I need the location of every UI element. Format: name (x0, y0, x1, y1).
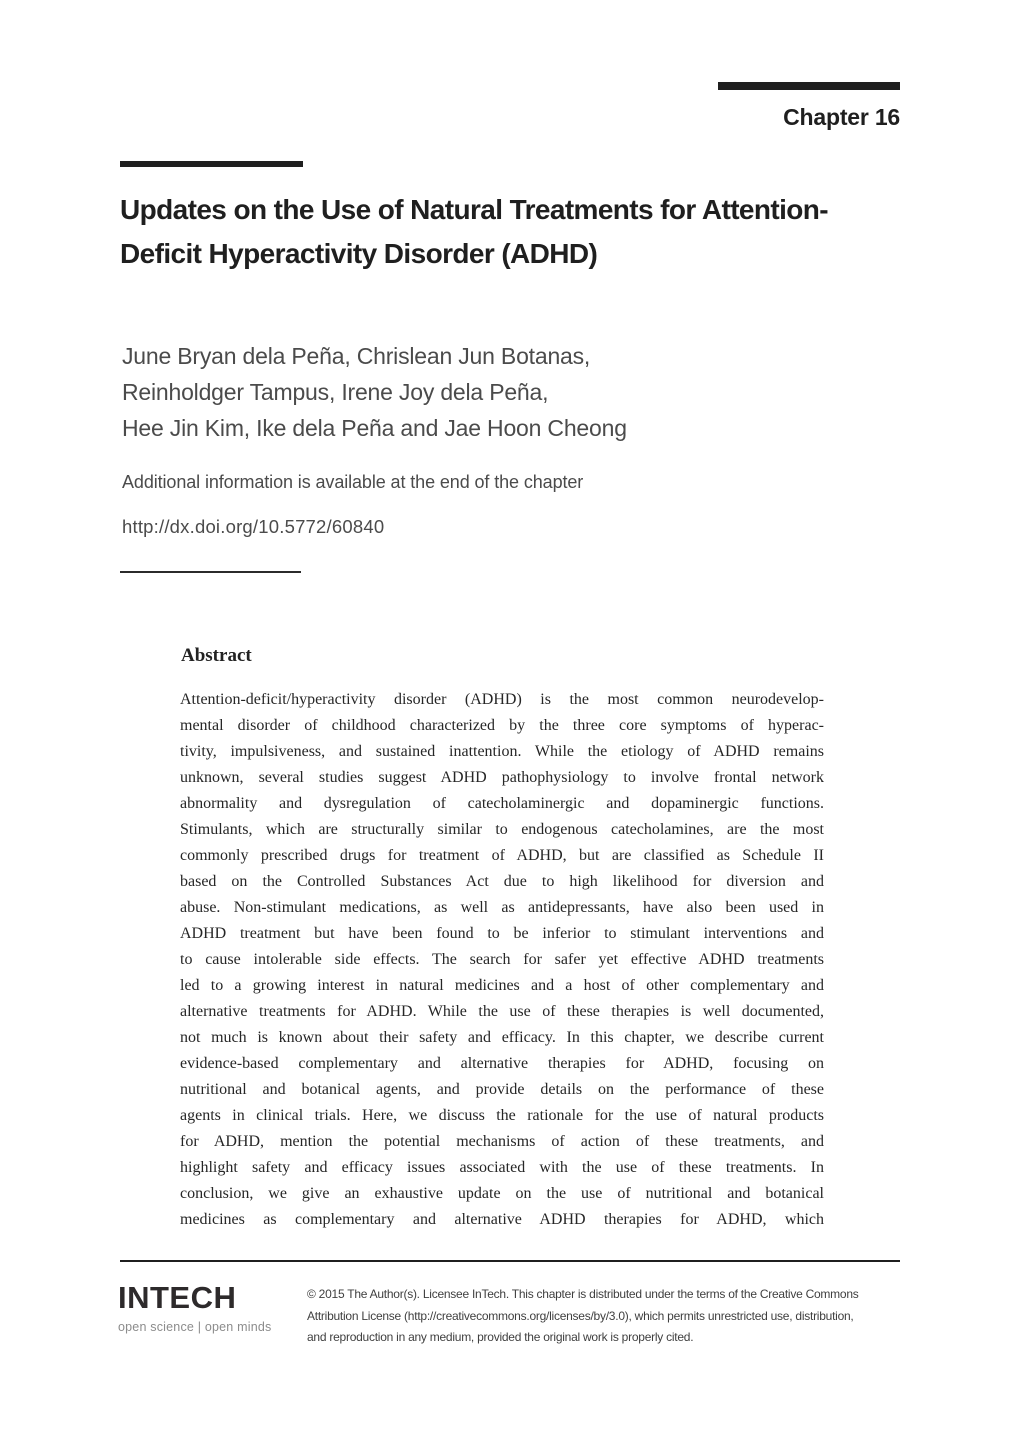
chapter-title (120, 188, 828, 276)
abstract-text-line: agents in clinical trials. Here, we discuss the rationale for the use of natural products (180, 1107, 824, 1124)
abstract-text-line: based on the Controlled Substances Act due to high likelihood for diversion and (180, 873, 824, 890)
title-top-rule (120, 161, 303, 167)
abstract-text-line: Stimulants, which are structurally similar to endogenous catecholamines, are the most (180, 821, 824, 838)
license-statement-line: and reproduction in any medium, provided the original work is properly cited. (307, 1330, 694, 1344)
chapter-title-line: Deficit Hyperactivity Disorder (ADHD) (120, 238, 598, 269)
abstract-text-line: abnormality and dysregulation of catecholaminergic and dopaminergic functions. (180, 795, 824, 812)
author-line: Hee Jin Kim, Ike dela Peña and Jae Hoon Cheong (122, 415, 627, 441)
doi-link[interactable]: http://dx.doi.org/10.5772/60840 (122, 516, 385, 537)
abstract-text-line: medicines as complementary and alternative ADHD therapies for ADHD, which (180, 1211, 824, 1228)
intech-logo-wordmark: INTECH (118, 1280, 237, 1315)
author-list (122, 338, 627, 446)
abstract-text-line: unknown, several studies suggest ADHD pathophysiology to involve frontal network (180, 769, 824, 786)
abstract-text-line: Attention-deficit/hyperactivity disorder (ADHD) is the most common neurodevelop- (180, 691, 824, 708)
abstract-text-line: ADHD treatment but have been found to be inferior to stimulant interventions and (180, 925, 824, 942)
abstract-text-line: commonly prescribed drugs for treatment of ADHD, but are classified as Schedule II (180, 847, 824, 864)
abstract-text-line: alternative treatments for ADHD. While the use of these therapies is well documented, (180, 1003, 824, 1020)
abstract-text-line: for ADHD, mention the potential mechanisms of action of these treatments, and (180, 1133, 824, 1150)
author-line: Reinholdger Tampus, Irene Joy dela Peña, (122, 379, 549, 405)
license-statement-line: Attribution License (http://creativecommons.org/licenses/by/3.0), which permits unrestricted use, distribution, (307, 1308, 854, 1323)
abstract-text-line: led to a growing interest in natural medicines and a host of other complementary and (180, 977, 824, 994)
abstract-text-line: nutritional and botanical agents, and provide details on the performance of these (180, 1081, 824, 1098)
abstract-text-line: tivity, impulsiveness, and sustained inattention. While the etiology of ADHD remains (180, 743, 824, 760)
chapter-title-line: Updates on the Use of Natural Treatments for Attention- (120, 194, 829, 225)
abstract-heading: Abstract (181, 645, 252, 666)
abstract-text-line: highlight safety and efficacy issues associated with the use of these treatments. In (180, 1159, 824, 1176)
abstract-text-line: to cause intolerable side effects. The search for safer yet effective ADHD treatments (180, 951, 824, 968)
abstract-text-line: not much is known about their safety and efficacy. In this chapter, we describe current (180, 1029, 824, 1046)
license-statement (307, 1284, 917, 1349)
author-line: June Bryan dela Peña, Chrislean Jun Botanas, (122, 343, 591, 369)
abstract-text-line: evidence-based complementary and alternative therapies for ADHD, focusing on (180, 1055, 824, 1072)
abstract-text-line: conclusion, we give an exhaustive update on the use of nutritional and botanical (180, 1185, 824, 1202)
license-statement-line: © 2015 The Author(s). Licensee InTech. This chapter is distributed under the terms of the Creative Commons (307, 1287, 859, 1301)
doi-divider-rule (120, 571, 301, 573)
abstract-text (180, 687, 824, 1233)
footer-rule (120, 1260, 900, 1262)
intech-logo-tagline: open science | open minds (118, 1320, 272, 1334)
chapter-number-label: Chapter 16 (783, 104, 900, 130)
additional-info-note: Additional information is available at the end of the chapter (122, 472, 584, 492)
abstract-text-line: mental disorder of childhood characterized by the three core symptoms of hyperac- (180, 717, 824, 734)
chapter-header-rule (718, 82, 900, 90)
abstract-text-line: abuse. Non-stimulant medications, as well as antidepressants, have also been used in (180, 899, 824, 916)
intech-logo (118, 1280, 272, 1334)
